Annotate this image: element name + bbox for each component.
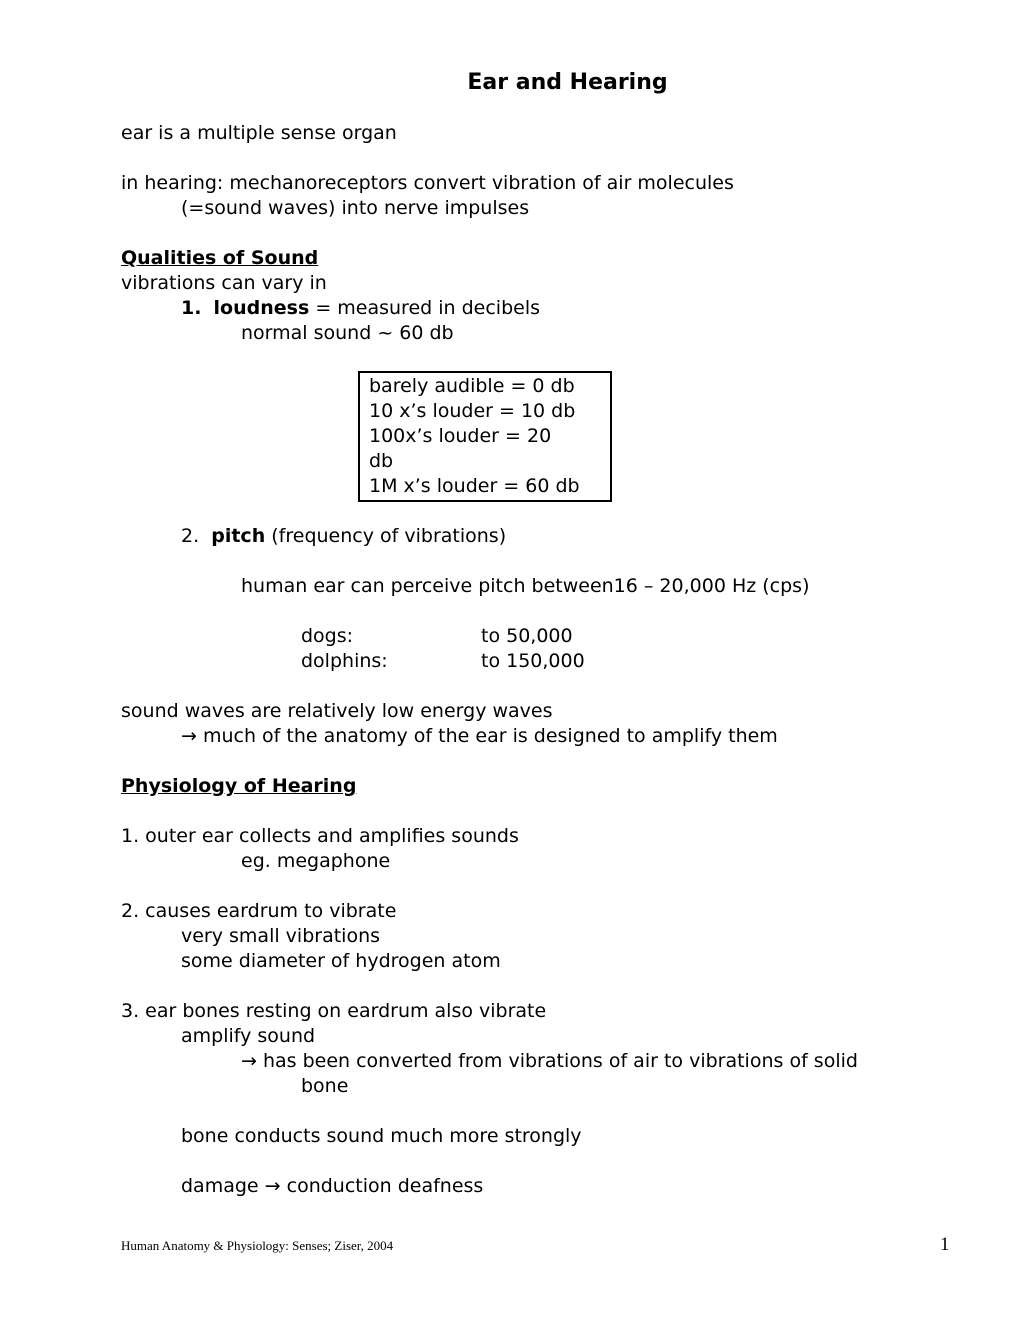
- loudness-definition: = measured in decibels: [309, 297, 541, 319]
- animal-name: dolphins:: [301, 650, 388, 672]
- decibel-line: db: [369, 450, 394, 472]
- normal-sound-line: normal sound ~ 60 db: [241, 322, 454, 344]
- list-number: 1.: [181, 297, 202, 319]
- intro-line: in hearing: mechanoreceptors convert vibration of air molecules: [121, 172, 734, 194]
- term-loudness: loudness: [213, 297, 310, 319]
- step-sub-line: amplify sound: [181, 1025, 316, 1047]
- step-line: 1. outer ear collects and amplifies sounds: [121, 825, 519, 847]
- list-number: 2.: [181, 525, 200, 547]
- step-sub-line: some diameter of hydrogen atom: [181, 950, 501, 972]
- decibel-line: barely audible = 0 db: [369, 375, 575, 397]
- energy-line: sound waves are relatively low energy waves: [121, 700, 553, 722]
- step-sub-line: bone: [301, 1075, 349, 1097]
- page-number: 1: [940, 1234, 950, 1255]
- page-footer: Human Anatomy & Physiology: Senses; Ziser, 2004: [121, 1238, 394, 1253]
- step-line: 3. ear bones resting on eardrum also vibrate: [121, 1000, 547, 1022]
- term-pitch: pitch: [211, 525, 266, 547]
- right-arrow-icon: →: [264, 1175, 281, 1197]
- decibel-line: 10 x’s louder = 10 db: [369, 400, 576, 422]
- animal-range: to 150,000: [481, 650, 585, 672]
- damage-text: damage: [181, 1175, 265, 1197]
- pitch-definition: (frequency of vibrations): [265, 525, 507, 547]
- energy-sub-text: much of the anatomy of the ear is designed to amplify them: [196, 725, 778, 747]
- list-item-pitch: [181, 524, 506, 549]
- step-sub-line: bone conducts sound much more strongly: [181, 1125, 582, 1147]
- list-item-loudness: [181, 296, 540, 321]
- right-arrow-icon: →: [241, 1050, 257, 1072]
- decibel-line: 100x’s louder = 20: [369, 425, 552, 447]
- page-title: Ear and Hearing: [467, 70, 668, 95]
- section-heading-physiology: Physiology of Hearing: [121, 775, 357, 797]
- conversion-text: has been converted from vibrations of air to vibrations of solid: [256, 1050, 858, 1072]
- right-arrow-icon: →: [181, 725, 197, 747]
- step-sub-line: very small vibrations: [181, 925, 381, 947]
- intro-line: ear is a multiple sense organ: [121, 122, 397, 144]
- step-sub-line: [241, 1049, 858, 1074]
- qualities-lead: vibrations can vary in: [121, 272, 327, 294]
- decibel-line: 1M x’s louder = 60 db: [369, 475, 580, 497]
- human-range-line: human ear can perceive pitch between16 – 20,000 Hz (cps): [241, 575, 810, 597]
- step-sub-line: [181, 1174, 483, 1199]
- deafness-text: conduction deafness: [280, 1175, 484, 1197]
- animal-range: to 50,000: [481, 625, 573, 647]
- intro-line: (=sound waves) into nerve impulses: [181, 197, 530, 219]
- step-sub-line: eg. megaphone: [241, 850, 391, 872]
- energy-sub-line: [181, 724, 778, 749]
- section-heading-qualities: Qualities of Sound: [121, 247, 319, 269]
- decibel-box: [358, 371, 612, 502]
- animal-name: dogs:: [301, 625, 354, 647]
- step-line: 2. causes eardrum to vibrate: [121, 900, 397, 922]
